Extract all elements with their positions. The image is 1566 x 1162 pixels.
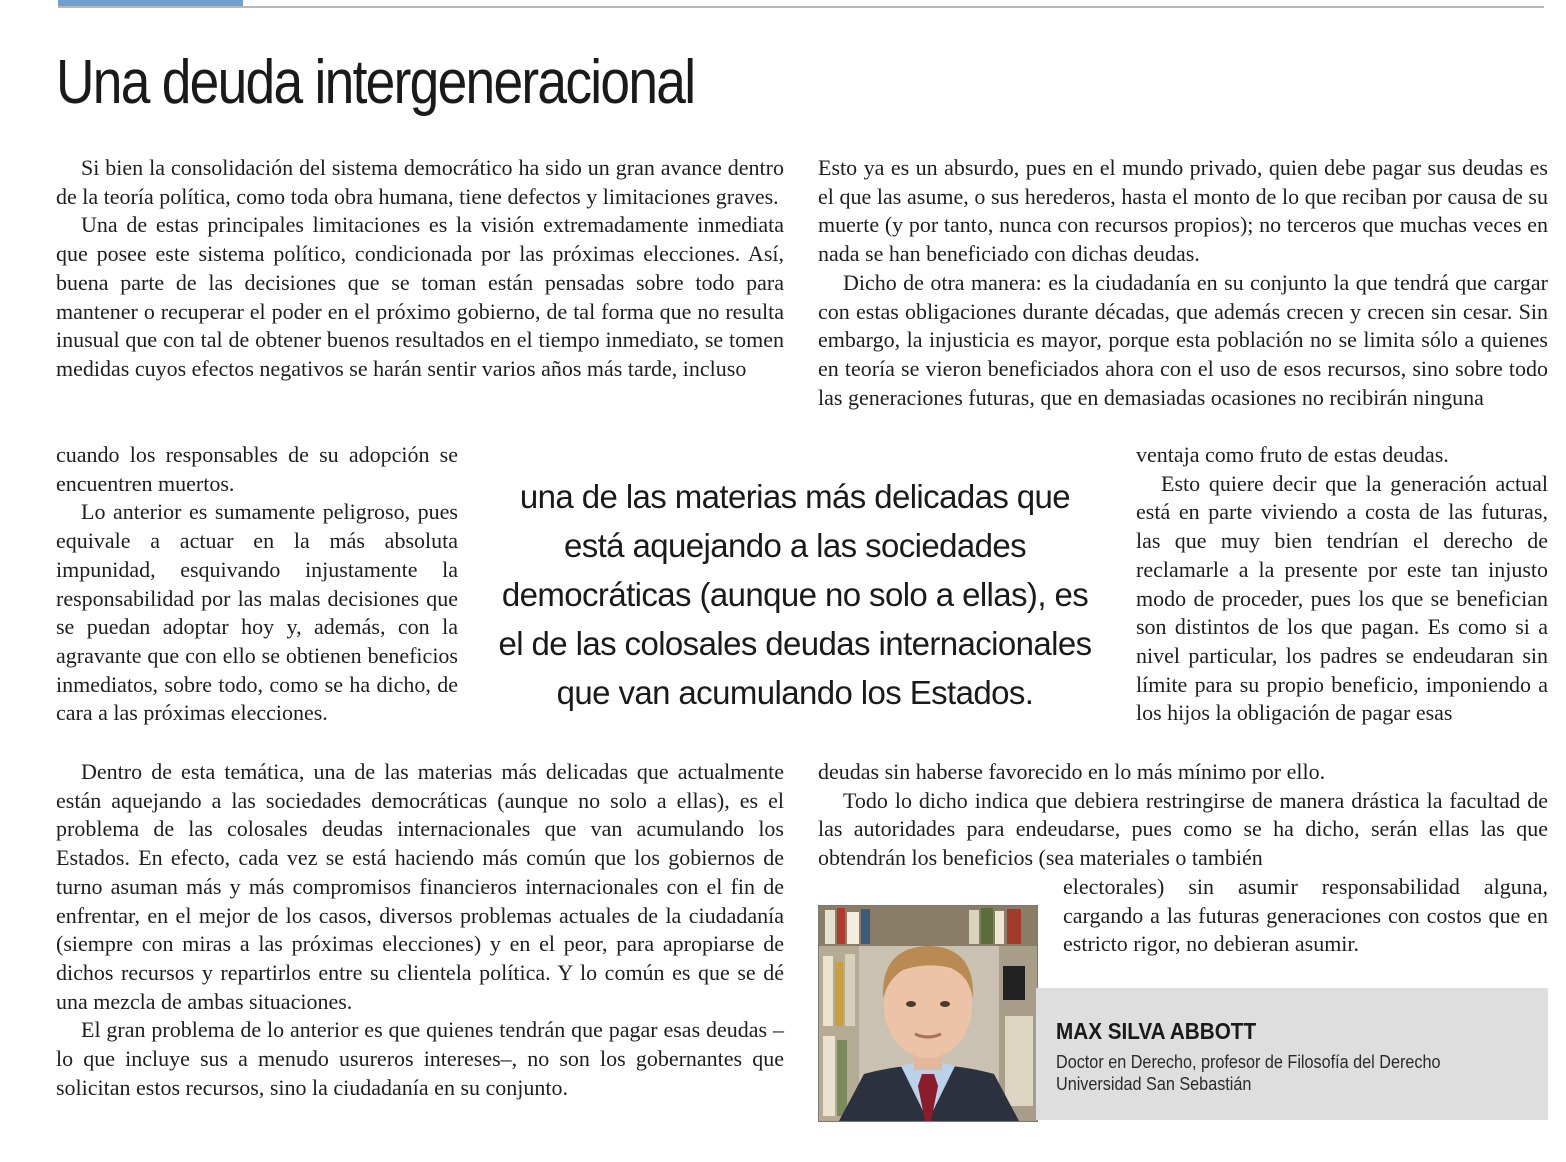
pull-quote-line: una de las materias más delicadas que: [519, 478, 1071, 515]
right-column-narrow: [1136, 441, 1548, 728]
paragraph: Una de estas principales limitaciones es la visión extremadamente inmediata que posee este sistema político, condicionada por las próximas elecciones. Así, buena parte de las decisiones que se toman están pensadas sobre todo para mantener o recuperar el poder en el próximo gobierno, de tal forma que no resulta inusual que con tal de obtener buenos resultados en el tiempo inmediato, se tomen medidas cuyos efectos negativos se harán sentir varios años más tarde, incluso: [56, 212, 784, 381]
paragraph: Todo lo dicho indica que debiera restringirse de manera drástica la facultad de las autoridades para endeudarse, pues como se ha dicho, serán ellas las que obtendrán los beneficios (sea materiales o también: [818, 787, 1548, 871]
right-column-bottom: [1063, 873, 1548, 959]
left-column-bottom: [56, 758, 784, 1102]
right-column-middle: [818, 758, 1548, 873]
paragraph: El gran problema de lo anterior es que quienes tendrán que pagar esas deudas –lo que incluye sus a menudo usureros intereses–, no son los gobernantes que solicitan estos recursos, sino la ciudadanía en su conjunto.: [56, 1017, 784, 1100]
author-title: Doctor en Derecho, profesor de Filosofía del Derecho: [1056, 1052, 1441, 1072]
author-photo-illustration: [819, 906, 1037, 1121]
headline: Una deuda intergeneracional: [56, 48, 695, 117]
paragraph: Si bien la consolidación del sistema democrático ha sido un gran avance dentro de la teoría política, como toda obra humana, tiene defectos y limitaciones graves.: [56, 155, 784, 209]
pull-quote-line: que van acumulando los Estados.: [556, 674, 1034, 711]
author-name: MAX SILVA ABBOTT: [1056, 1018, 1257, 1044]
left-column-top: [56, 154, 784, 384]
paragraph: Dicho de otra manera: es la ciudadanía en su conjunto la que tendrá que cargar con estas obligaciones durante décadas, que además crecen y crecen sin cesar. Sin embargo, la injusticia es mayor, porque esta población no se limita sólo a quienes en teoría se vieron beneficiados ahora con el uso de esos recursos, sino sobre todo las generaciones futuras, que en demasiadas ocasiones no recibirán ninguna: [818, 269, 1548, 410]
paragraph-continued: electorales) sin asumir responsabilidad alguna, cargando a las futuras generaciones con costos que en estricto rigor, no debieran asumir.: [1063, 874, 1548, 957]
section-rule: [58, 6, 1544, 8]
paragraph-continued: cuando los responsables de su adopción se encuentren muertos.: [56, 442, 458, 496]
paragraph-continued: Esto ya es un absurdo, pues en el mundo privado, quien debe pagar sus deudas es el que las asume, o sus herederos, hasta el monto de lo que reciban por causa de su muerte (y por tanto, nunca con recursos propios); no terceros que muchas veces en nada se han beneficiado con dichas deudas.: [818, 155, 1548, 267]
pull-quote-line: democráticas (aunque no solo a ellas), es: [501, 576, 1089, 613]
paragraph: Lo anterior es sumamente peligroso, pues equivale a actuar en la más absoluta impunidad, esquivando injustamente la responsabilidad por las malas decisiones que se puedan adoptar hoy y, además, con la agravante que con ello se obtienen beneficios inmediatos, sobre todo, como se ha dicho, de cara a las próximas elecciones.: [56, 499, 458, 726]
pull-quote: [470, 472, 1120, 717]
paragraph: Dentro de esta temática, una de las materias más delicadas que actualmente están aquejando a las sociedades democráticas (aunque no solo a ellas), es el problema de las colosales deudas internacionales que van acumulando los Estados. En efecto, cada vez se está haciendo más común que los gobiernos de turno asuman más y más compromisos financieros internacionales con el fin de enfrentar, en el mejor de los casos, diversos problemas actuales de la ciudadanía (siempre con miras a las próximas elecciones) y en el peor, para apropiarse de dichos recursos y repartirlos entre su clientela política. Y lo común es que se dé una mezcla de ambas situaciones.: [56, 759, 784, 1014]
author-affiliation: Universidad San Sebastián: [1056, 1074, 1252, 1094]
pull-quote-line: el de las colosales deudas internacionales: [498, 625, 1092, 662]
left-column-narrow: [56, 441, 458, 728]
paragraph: Esto quiere decir que la generación actual está en parte viviendo a costa de las futuras, las que muy bien tendrían el derecho de reclamarle a la presente por este tan injusto modo de proceder, pues los que se benefician son distintos de los que pagan. Es como si a nivel particular, los padres se endeudaran sin límite para su propio beneficio, imponiendo a los hijos la obligación de pagar esas: [1136, 470, 1548, 726]
paragraph-continued: ventaja como fruto de estas deudas.: [1136, 442, 1449, 467]
author-photo: [818, 905, 1038, 1122]
paragraph-continued: deudas sin haberse favorecido en lo más mínimo por ello.: [818, 759, 1326, 784]
right-column-top: [818, 154, 1548, 412]
pull-quote-line: está aquejando a las sociedades: [563, 527, 1027, 564]
author-info-box: [1036, 988, 1548, 1120]
